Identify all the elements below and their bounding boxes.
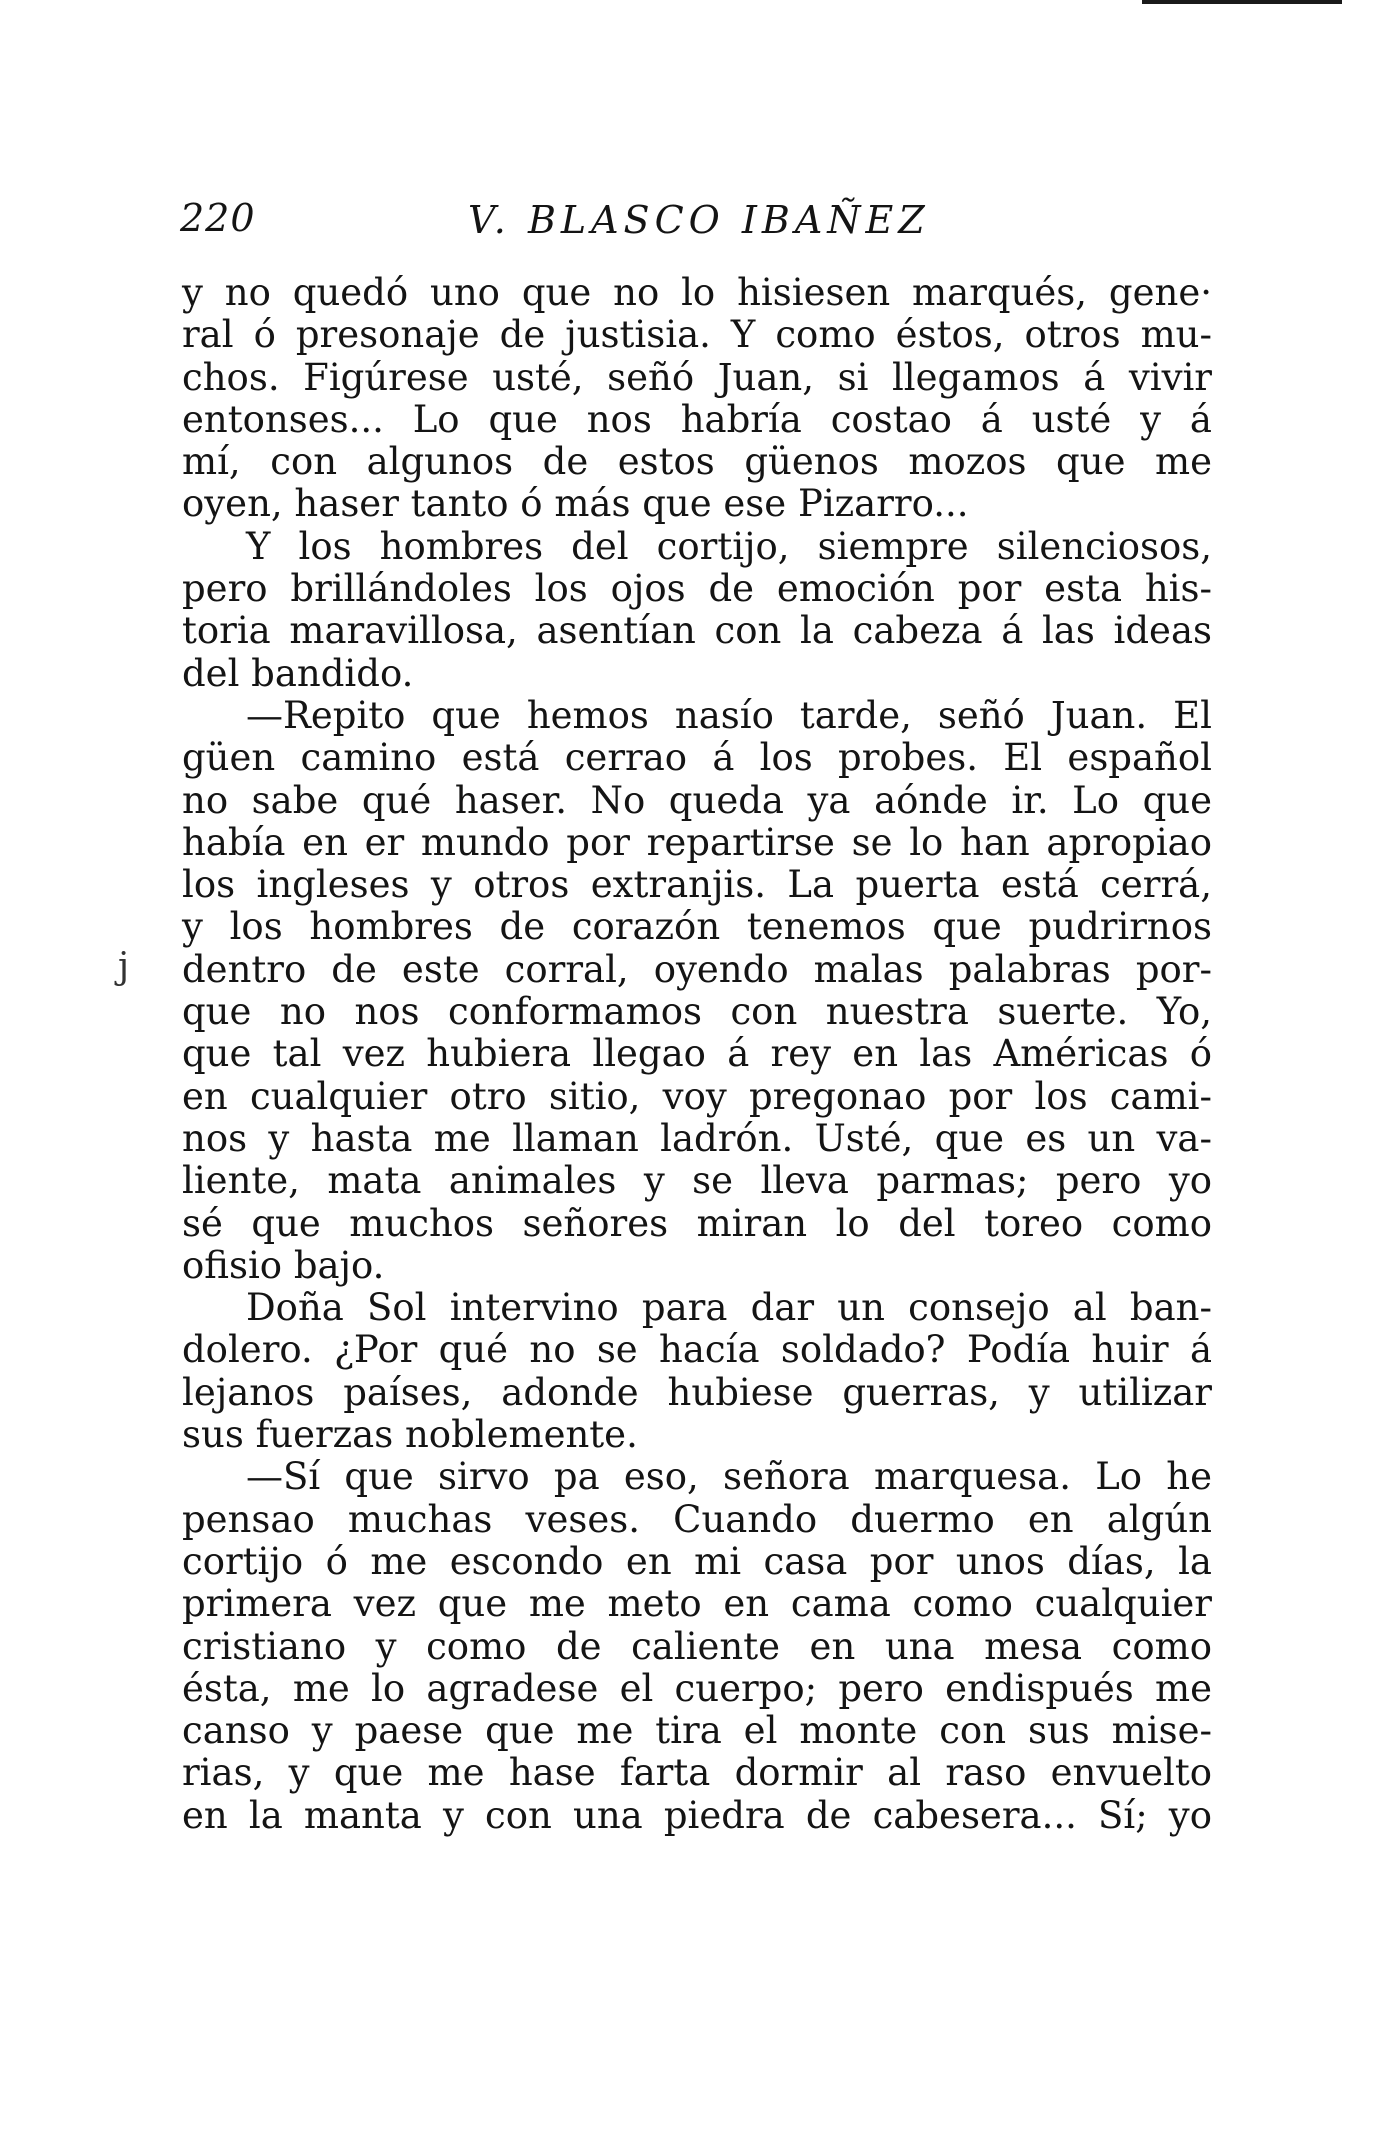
text-line: nos y hasta me llaman ladrón. Usté, que es un va- xyxy=(182,1116,1212,1160)
text-line: oyen, haser tanto ó más que ese Pizarro... xyxy=(182,482,969,526)
text-line: sus fuerzas noblemente. xyxy=(182,1413,638,1457)
text-line: güen camino está cerrao á los probes. El español xyxy=(182,736,1212,780)
text-line: dentro de este corral, oyendo malas palabras por- xyxy=(182,947,1212,991)
text-line: del bandido. xyxy=(182,651,414,695)
text-line: pensao muchas veses. Cuando duermo en algún xyxy=(182,1497,1212,1541)
text-line: ésta, me lo agradese el cuerpo; pero endispués me xyxy=(182,1666,1212,1710)
text-line: liente, mata animales y se lleva parmas; pero yo xyxy=(182,1159,1212,1203)
text-line: rias, y que me hase farta dormir al raso envuelto xyxy=(182,1751,1212,1795)
margin-mark: j xyxy=(118,946,130,987)
text-line: Y los hombres del cortijo, siempre silenciosos, xyxy=(246,524,1212,568)
text-line: lejanos países, adonde hubiese guerras, y utilizar xyxy=(182,1370,1212,1414)
text-line: chos. Figúrese usté, señó Juan, si llegamos á vivir xyxy=(182,355,1212,399)
text-line: había en er mundo por repartirse se lo han apropiao xyxy=(182,820,1212,864)
text-line: y los hombres de corazón tenemos que pudrirnos xyxy=(182,905,1212,949)
text-line: cortijo ó me escondo en mi casa por unos días, la xyxy=(182,1539,1212,1583)
text-line: pero brillándoles los ojos de emoción por esta his- xyxy=(182,567,1212,611)
text-line: no sabe qué haser. No queda ya aónde ir. Lo que xyxy=(182,778,1212,822)
page-header xyxy=(180,196,1210,256)
text-line: entonses... Lo que nos habría costao á usté y á xyxy=(182,397,1212,441)
text-line: en la manta y con una piedra de cabesera... Sí; yo xyxy=(182,1793,1212,1837)
text-body xyxy=(182,272,1212,1837)
text-line: ofisio bajo. xyxy=(182,1243,385,1287)
text-line: los ingleses y otros extranjis. La puerta está cerrá, xyxy=(182,863,1212,907)
text-line: sé que muchos señores miran lo del toreo como xyxy=(182,1201,1212,1245)
text-line: cristiano y como de caliente en una mesa como xyxy=(182,1624,1212,1668)
text-line: toria maravillosa, asentían con la cabeza á las ideas xyxy=(182,609,1212,653)
text-line: primera vez que me meto en cama como cualquier xyxy=(182,1582,1212,1626)
text-line: Doña Sol intervino para dar un consejo al ban- xyxy=(246,1286,1212,1330)
text-line: —Repito que hemos nasío tarde, señó Juan. El xyxy=(246,693,1212,737)
text-line: mí, con algunos de estos güenos mozos que me xyxy=(182,440,1212,484)
text-line: en cualquier otro sitio, voy pregonao por los cami- xyxy=(182,1074,1212,1118)
text-line: canso y paese que me tira el monte con sus mise- xyxy=(182,1709,1212,1753)
corner-rule xyxy=(1142,0,1342,4)
text-line: ral ó presonaje de justisia. Y como éstos, otros mu- xyxy=(182,313,1212,357)
text-line: —Sí que sirvo pa eso, señora marquesa. Lo he xyxy=(246,1455,1212,1499)
text-line: y no quedó uno que no lo hisiesen marqués, gene· xyxy=(182,271,1212,314)
text-line: que tal vez hubiera llegao á rey en las Américas ó xyxy=(182,1032,1212,1076)
text-line: dolero. ¿Por qué no se hacía soldado? Podía huir á xyxy=(182,1328,1212,1372)
running-head: V. BLASCO IBAÑEZ xyxy=(468,198,930,242)
text-line: que no nos conformamos con nuestra suerte. Yo, xyxy=(182,990,1212,1034)
page-number: 220 xyxy=(180,196,256,240)
